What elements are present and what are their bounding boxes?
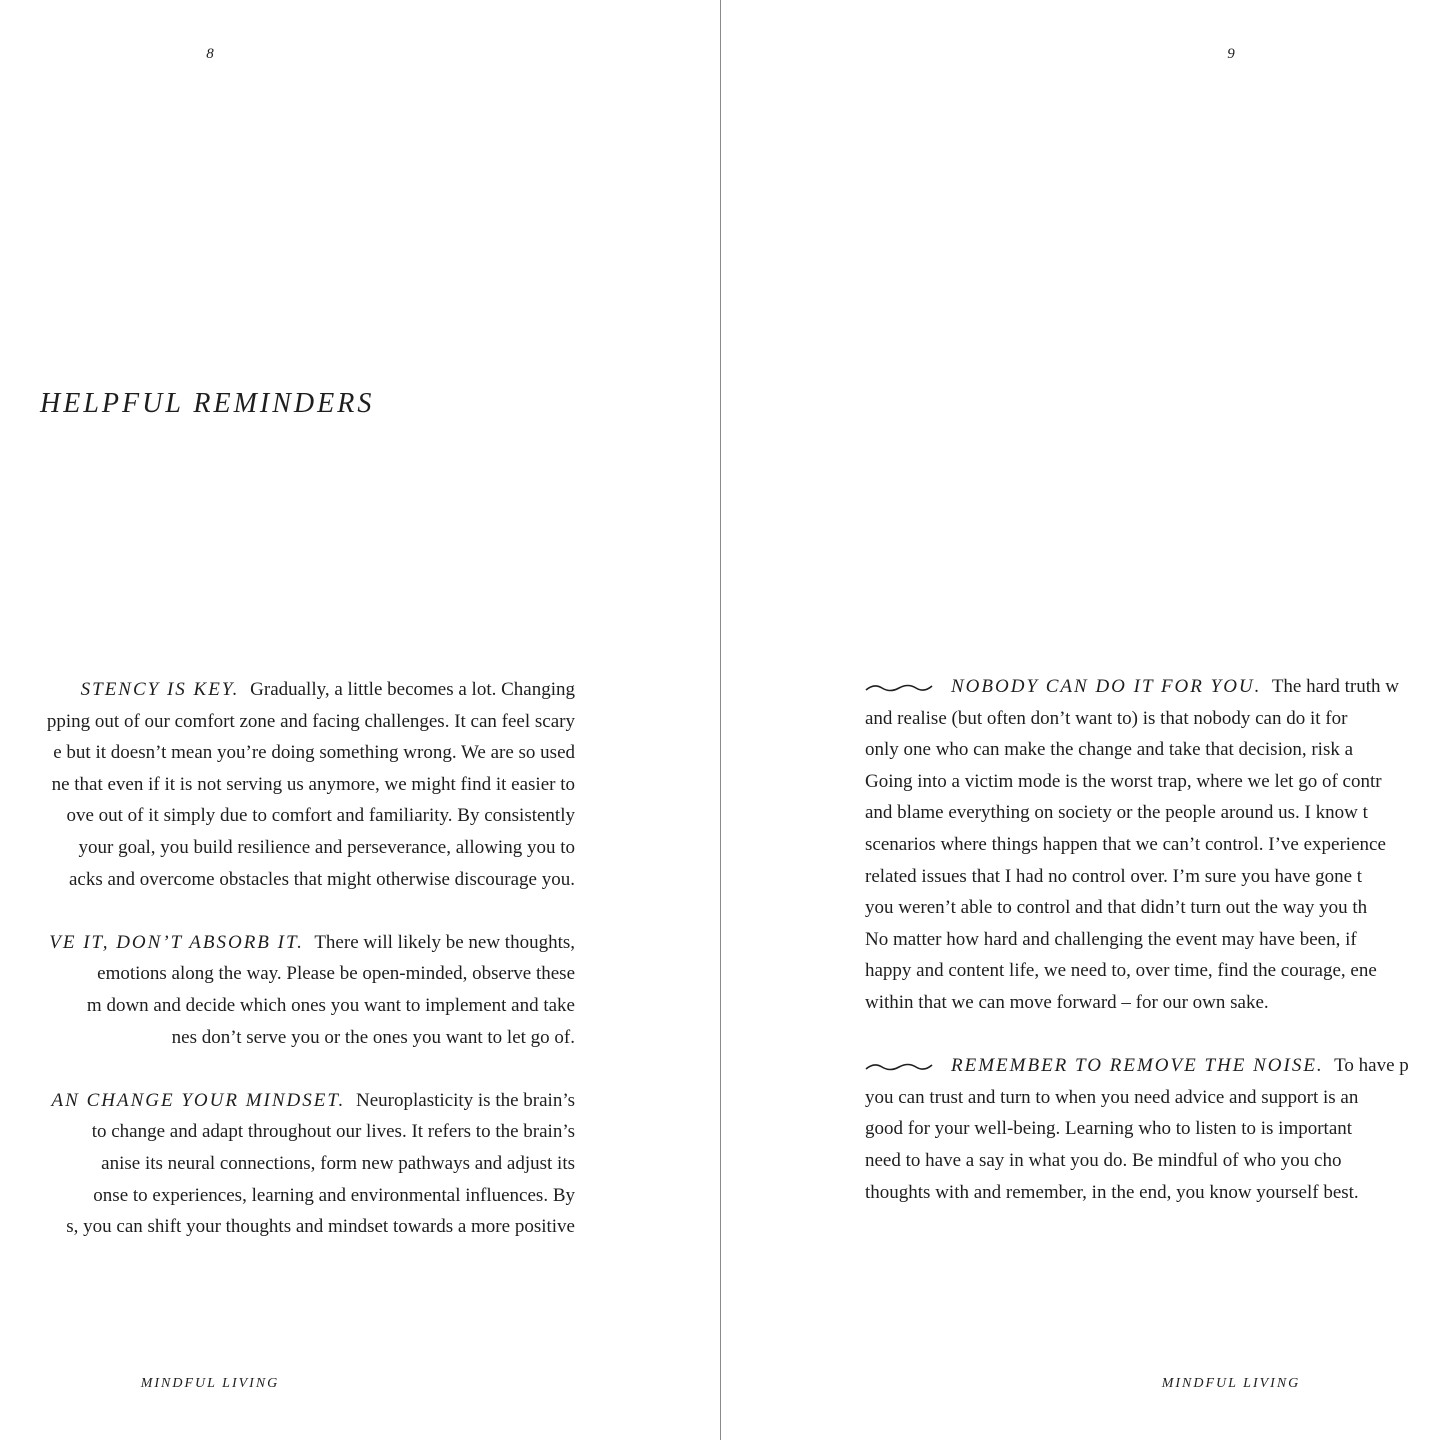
paragraph-line: only one who can make the change and take that decision, risk a: [865, 739, 1354, 761]
paragraph-line: m down and decide which ones you want to implement and take: [86, 994, 575, 1016]
paragraph-line: within that we can move forward – for our own sake.: [865, 991, 1269, 1013]
paragraph-line: emotions along the way. Please be open-minded, observe these: [97, 963, 575, 985]
paragraph-line: nes don’t serve you or the ones you want to let go of.: [171, 1026, 575, 1048]
paragraph-lead: STENCY IS KEY.: [80, 679, 240, 700]
paragraph-lead: VE IT, DON’T ABSORB IT.: [49, 931, 304, 953]
page-number-left: 8: [206, 46, 214, 62]
paragraph-line: happy and content life, we need to, over time, find the courage, ene: [865, 960, 1377, 982]
paragraph-line: No matter how hard and challenging the event may have been, if: [865, 928, 1357, 950]
page-number-right: 9: [1227, 46, 1235, 62]
paragraph-line: s, you can shift your thoughts and mindset towards a more positive: [66, 1216, 575, 1238]
paragraph-lead: AN CHANGE YOUR MINDSET.: [51, 1089, 346, 1111]
swash-ornament-icon: [865, 682, 933, 694]
paragraph-line: your goal, you build resilience and perseverance, allowing you to: [78, 836, 575, 858]
paragraph-lead: NOBODY CAN DO IT FOR YOU.: [951, 676, 1262, 697]
paragraph-line: e but it doesn’t mean you’re doing something wrong. We are so used: [53, 742, 575, 764]
paragraph-line: to change and adapt throughout our lives. It refers to the brain’s: [91, 1121, 575, 1143]
paragraph-line: ove out of it simply due to comfort and familiarity. By consistently: [66, 805, 575, 827]
paragraph-line: Going into a victim mode is the worst trap, where we let go of contr: [865, 770, 1382, 792]
right-text-block: [865, 671, 1409, 1208]
paragraph-line: pping out of our comfort zone and facing challenges. It can feel scary: [46, 710, 575, 732]
swash-ornament-icon: [865, 1061, 933, 1073]
paragraph-line: thoughts with and remember, in the end, you know yourself best.: [865, 1181, 1359, 1203]
paragraph-line: onse to experiences, learning and environmental influences. By: [93, 1184, 575, 1206]
paragraph-line: AN CHANGE YOUR MINDSET. Neuroplasticity is the brain’s: [51, 1089, 575, 1111]
running-footer-left: MINDFUL LIVING: [140, 1376, 280, 1391]
paragraph-line: anise its neural connections, form new pathways and adjust its: [101, 1152, 575, 1174]
paragraph-line: VE IT, DON’T ABSORB IT. There will likely be new thoughts,: [49, 931, 575, 953]
paragraph-line: related issues that I had no control over. I’m sure you have gone t: [865, 865, 1363, 887]
paragraph-line: good for your well-being. Learning who to listen to is important: [865, 1118, 1353, 1140]
paragraph-line: and blame everything on society or the people around us. I know t: [865, 802, 1368, 824]
paragraph-lead: REMEMBER TO REMOVE THE NOISE.: [951, 1055, 1324, 1077]
paragraph-line: acks and overcome obstacles that might otherwise discourage you.: [69, 868, 575, 890]
paragraph-line: scenarios where things happen that we can’t control. I’ve experience: [865, 833, 1386, 855]
paragraph-line: STENCY IS KEY. Gradually, a little becomes a lot. Changing: [80, 679, 575, 700]
paragraph-line: REMEMBER TO REMOVE THE NOISE. To have p: [865, 1050, 1409, 1082]
paragraph-line: ne that even if it is not serving us anymore, we might find it easier to: [51, 773, 575, 795]
running-footer-right: MINDFUL LIVING: [1161, 1376, 1301, 1391]
paragraph-line: NOBODY CAN DO IT FOR YOU. The hard truth w: [865, 671, 1409, 703]
paragraph-line: you weren’t able to control and that didn’t turn out the way you th: [865, 897, 1368, 919]
paragraph-line: you can trust and turn to when you need advice and support is an: [865, 1086, 1359, 1108]
paragraph-line: and realise (but often don’t want to) is that nobody can do it for: [865, 707, 1348, 729]
left-text-block: [0, 674, 575, 1243]
right-page: [721, 0, 1440, 1440]
chapter-title: HELPFUL REMINDERS: [40, 388, 375, 419]
paragraph-line: need to have a say in what you do. Be mindful of who you cho: [865, 1149, 1342, 1171]
